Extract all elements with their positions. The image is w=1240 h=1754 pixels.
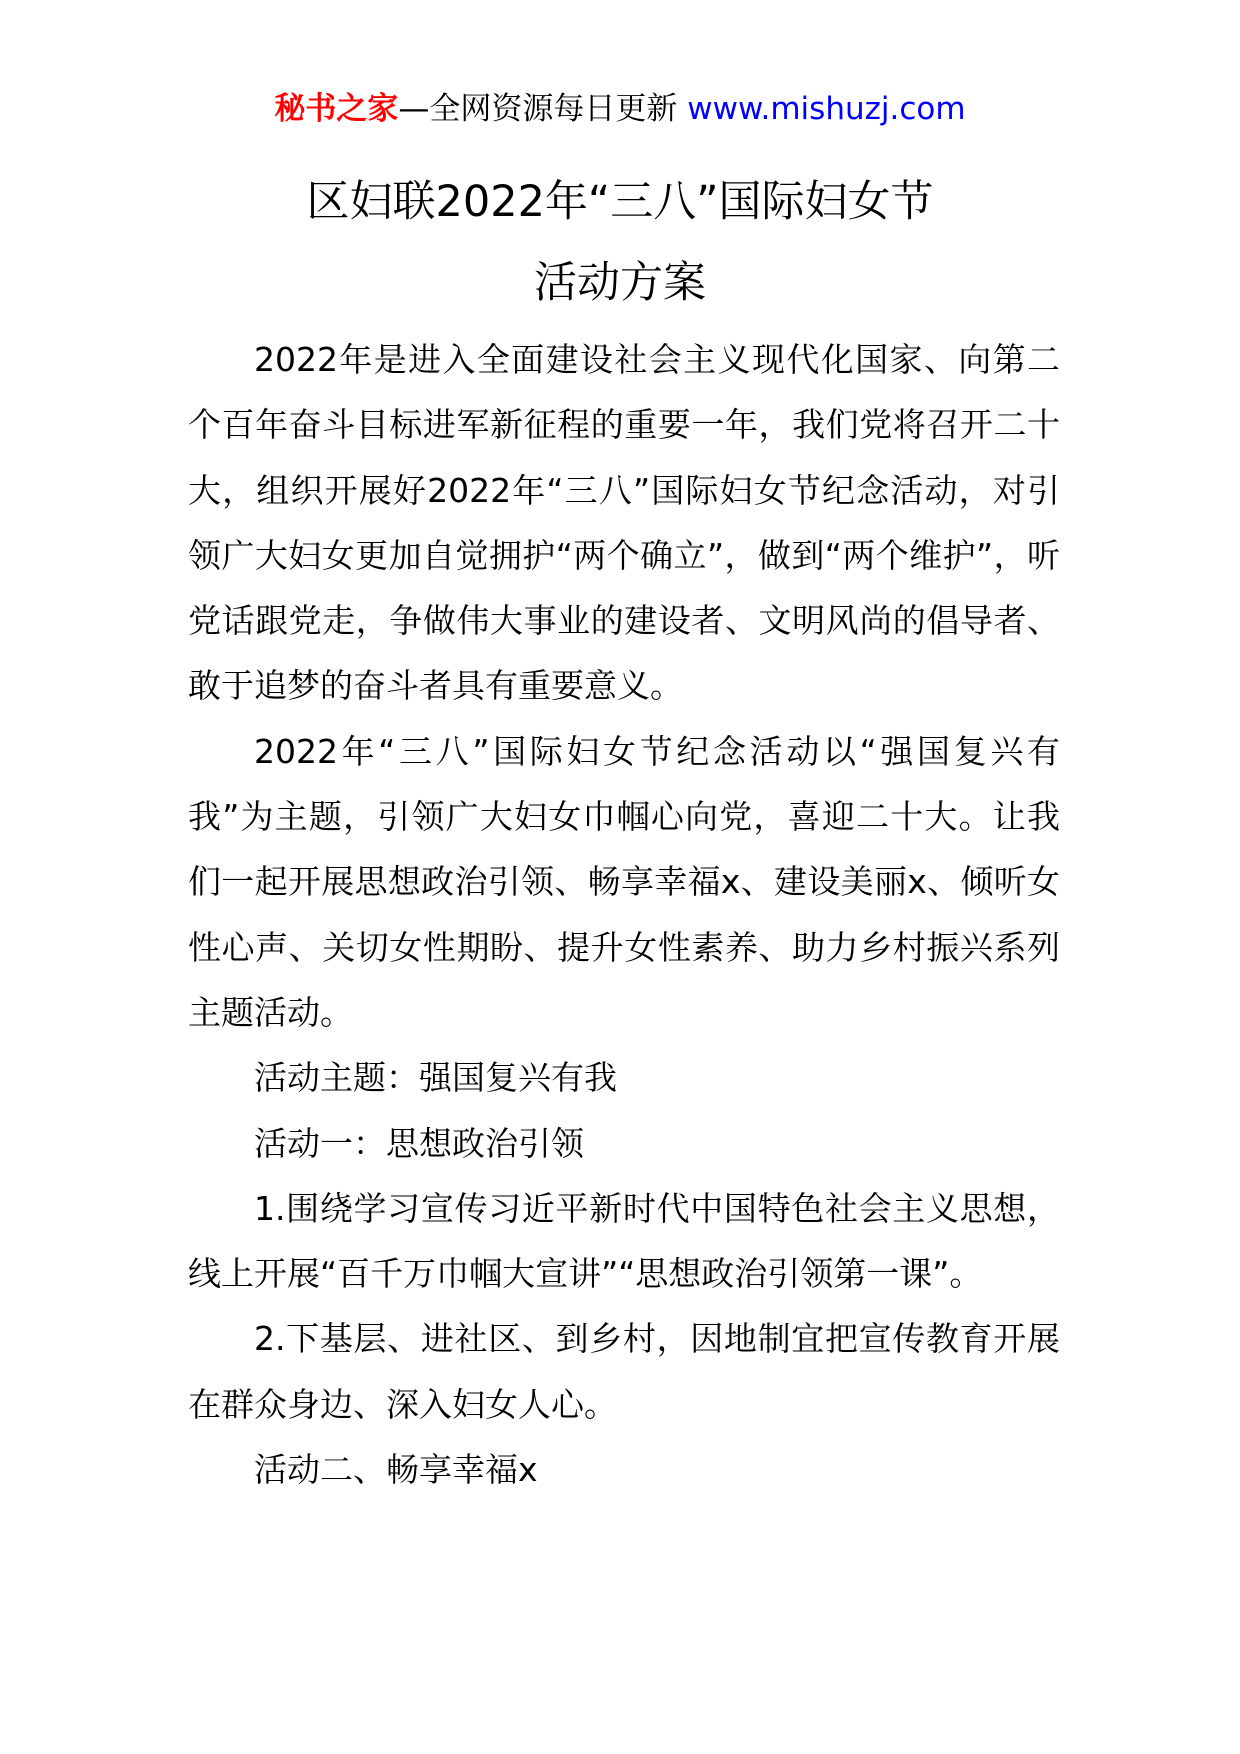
header-slogan: —全网资源每日更新: [398, 91, 678, 127]
document-title-line-2: 活动方案: [534, 258, 706, 308]
activity-one-item-2: 2.下基层、进社区、到乡村，因地制宜把宣传教育开展在群众身边、深入妇女人心。: [188, 1319, 1060, 1424]
site-header: [0, 86, 1240, 132]
activity-theme-line: 活动主题：强国复兴有我: [254, 1058, 617, 1098]
theme-paragraph: 2022年“三八”国际妇女节纪念活动以“强国复兴有我”为主题，引领广大妇女巾帼心向党，喜迎二十大。让我们一起开展思想政治引领、畅享幸福x、建设美丽x、倾听女性心声、关切女性期盼、提升女性素养、助力乡村振兴系列主题活动。: [188, 731, 1060, 1032]
brand-name: 秘书之家: [274, 91, 399, 127]
site-url-link[interactable]: www.mishuzj.com: [687, 91, 966, 127]
intro-paragraph: 2022年是进入全面建设社会主义现代化国家、向第二个百年奋斗目标进军新征程的重要一年，我们党将召开二十大，组织开展好2022年“三八”国际妇女节纪念活动，对引领广大妇女更加自觉拥护“两个确立”，做到“两个维护”，听党话跟党走，争做伟大事业的建设者、文明风尚的倡导者、敢于追梦的奋斗者具有重要意义。: [188, 340, 1060, 706]
activity-one-heading: 活动一：思想政治引领: [254, 1123, 584, 1163]
activity-two-heading: 活动二、畅享幸福x: [254, 1450, 538, 1490]
document-body: [188, 327, 1060, 1502]
document-title-line-1: 区妇联2022年“三八”国际妇女节: [306, 177, 934, 227]
activity-one-item-1: 1.围绕学习宣传习近平新时代中国特色社会主义思想，线上开展“百千万巾帼大宣讲”“思想政治引领第一课”。: [188, 1188, 1060, 1294]
